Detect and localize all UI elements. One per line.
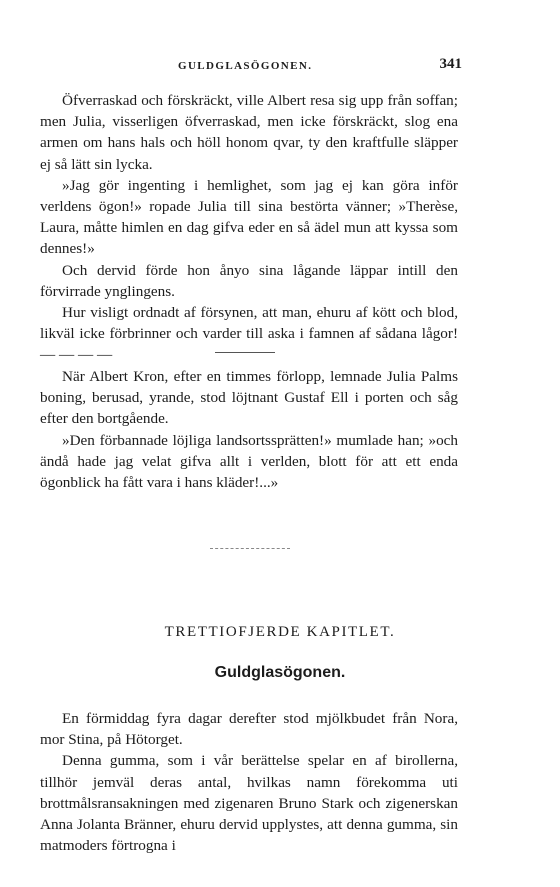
paragraph: Och dervid förde hon ånyo sina lågande läppar intill den förvirrade ynglingens. [40,261,458,300]
paragraph: Hur visligt ordnadt af försynen, att man, ehuru af kött och blod, likväl icke förbrinner och varder till aska i famnen af sådana lågor! — — — — [40,304,458,364]
text-section-2 [40,366,458,493]
chapter-title: Guldglasögonen. [214,664,346,681]
section-divider [215,352,275,353]
page-number: 341 [439,56,462,72]
chapter-heading: TRETTIOFJERDE KAPITLET. [164,624,396,640]
paragraph: »Jag gör ingenting i hemlighet, som jag ej kan göra inför verldens ögon!» ropade Julia till sina bestörta vänner; »Therèse, Laura, måtte himlen en dag gifva eder en så ädel mun att kyssa som dennes!» [40,176,458,258]
paragraph: När Albert Kron, efter en timmes förlopp, lemnade Julia Palms boning, berusad, yrande, stod löjtnant Gustaf Ell i porten och såg efter den bortgående. [40,368,458,428]
paragraph: »Den förbannade löjliga landsortssprätten!» mumlade han; »och ändå hade jag velat gifva allt i verlden, blott för att ett enda ögonblick ha fått vara i hans kläder!...» [40,431,458,492]
paragraph: Denna gumma, som i vår berättelse spelar en af birollerna, tillhör jemväl deras antal, hvilkas namn förekomma uti brottmålsransakningen med zigenaren Bruno Stark och zigenerskan Anna Jolanta Bränner, ehuru dervid upplystes, att denna gumma, sin matmoders förtrogna i [40,752,458,855]
running-title: GULDGLASÖGONEN. [178,60,313,72]
paragraph: Öfverraskad och förskräckt, ville Albert resa sig upp från soffan; men Julia, visserligen öfverraskad, men icke förskräckt, slog ena armen om hans hals och höll honom qvar, ty den kraftfulle släpper ej så lätt sin lycka. [40,92,458,173]
section-divider [210,548,290,549]
page-header [178,56,462,76]
text-section-1 [40,90,458,366]
paragraph: En förmiddag fyra dagar derefter stod mjölkbudet från Nora, mor Stina, på Hötorget. [40,710,458,749]
text-section-3 [40,708,458,856]
